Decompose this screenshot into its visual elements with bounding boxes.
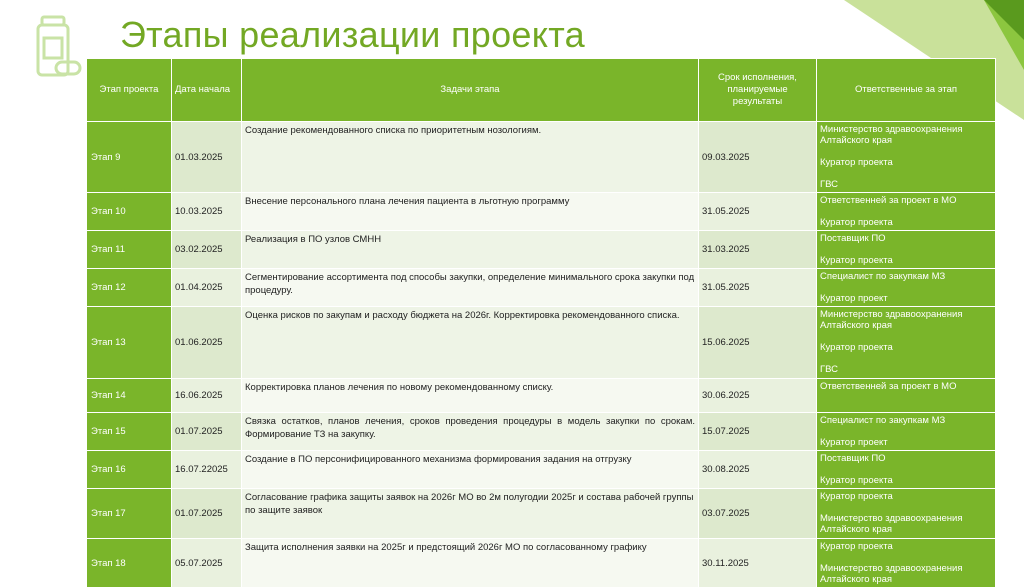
table-row bbox=[87, 193, 996, 231]
cell-stage: Этап 11 bbox=[87, 231, 172, 269]
cell-task: Оценка рисков по закупам и расходу бюджета на 2026г. Корректировка рекомендованного списка. bbox=[242, 307, 699, 379]
cell-stage: Этап 13 bbox=[87, 307, 172, 379]
cell-task: Согласование графика защиты заявок на 2026г МО во 2м полугодии 2025г и состава рабочей группы по защите заявок bbox=[242, 489, 699, 539]
cell-responsible bbox=[817, 451, 996, 489]
responsible-text: Куратор проекта Министерство здравоохранения Алтайского края bbox=[820, 491, 963, 535]
page-title: Этапы реализации проекта bbox=[120, 14, 585, 55]
cell-deadline: 31.03.2025 bbox=[699, 231, 817, 269]
header-tasks: Задачи этапа bbox=[242, 59, 699, 122]
table-row bbox=[87, 379, 996, 413]
responsible-text: Куратор проекта Министерство здравоохранения Алтайского края bbox=[820, 541, 963, 585]
cell-deadline: 03.07.2025 bbox=[699, 489, 817, 539]
cell-start-date: 16.06.2025 bbox=[172, 379, 242, 413]
responsible-text: Поставщик ПО Куратор проекта bbox=[820, 233, 893, 266]
header-deadline: Срок исполнения, планируемые результаты bbox=[699, 59, 817, 122]
responsible-text: Ответственней за проект в МО bbox=[820, 381, 957, 392]
cell-task: Защита исполнения заявки на 2025г и предстоящий 2026г МО по согласованному графику bbox=[242, 539, 699, 588]
cell-task: Корректировка планов лечения по новому рекомендованному списку. bbox=[242, 379, 699, 413]
cell-deadline: 30.06.2025 bbox=[699, 379, 817, 413]
cell-start-date: 01.03.2025 bbox=[172, 122, 242, 193]
cell-stage: Этап 15 bbox=[87, 413, 172, 451]
cell-responsible bbox=[817, 307, 996, 379]
cell-task: Реализация в ПО узлов СМНН bbox=[242, 231, 699, 269]
responsible-text: Специалист по закупкам МЗ Куратор проект bbox=[820, 415, 946, 448]
table-row bbox=[87, 451, 996, 489]
cell-deadline: 30.08.2025 bbox=[699, 451, 817, 489]
cell-responsible bbox=[817, 489, 996, 539]
table-row bbox=[87, 122, 996, 193]
responsible-text: Ответственней за проект в МО Куратор проекта bbox=[820, 195, 957, 228]
cell-responsible bbox=[817, 539, 996, 588]
cell-deadline: 31.05.2025 bbox=[699, 269, 817, 307]
cell-responsible bbox=[817, 379, 996, 413]
cell-task: Создание рекомендованного списка по приоритетным нозологиям. bbox=[242, 122, 699, 193]
cell-responsible bbox=[817, 122, 996, 193]
cell-responsible bbox=[817, 193, 996, 231]
responsible-text: Специалист по закупкам МЗ Куратор проект bbox=[820, 271, 946, 304]
cell-deadline: 15.06.2025 bbox=[699, 307, 817, 379]
cell-deadline: 31.05.2025 bbox=[699, 193, 817, 231]
table-row bbox=[87, 307, 996, 379]
cell-stage: Этап 18 bbox=[87, 539, 172, 588]
cell-start-date: 01.04.2025 bbox=[172, 269, 242, 307]
cell-deadline: 09.03.2025 bbox=[699, 122, 817, 193]
cell-stage: Этап 16 bbox=[87, 451, 172, 489]
cell-stage: Этап 10 bbox=[87, 193, 172, 231]
table-header-row bbox=[87, 59, 996, 122]
cell-task: Создание в ПО персонифицированного механизма формирования задания на отгрузку bbox=[242, 451, 699, 489]
header-stage: Этап проекта bbox=[87, 59, 172, 122]
pill-bottle-icon bbox=[34, 14, 84, 80]
cell-task: Сегментирование ассортимента под способы закупки, определение минимального срока закупки под процедуру. bbox=[242, 269, 699, 307]
table-row bbox=[87, 413, 996, 451]
cell-start-date: 01.07.2025 bbox=[172, 489, 242, 539]
cell-stage: Этап 9 bbox=[87, 122, 172, 193]
cell-start-date: 10.03.2025 bbox=[172, 193, 242, 231]
cell-start-date: 03.02.2025 bbox=[172, 231, 242, 269]
project-stages-table-wrapper bbox=[86, 58, 995, 585]
header-responsible: Ответственные за этап bbox=[817, 59, 996, 122]
table-row bbox=[87, 269, 996, 307]
table-row bbox=[87, 489, 996, 539]
cell-task: Связка остатков, планов лечения, сроков проведения процедуры в модель закупки по срокам. Формирование ТЗ на закупку. bbox=[242, 413, 699, 451]
cell-start-date: 16.07.22025 bbox=[172, 451, 242, 489]
cell-stage: Этап 12 bbox=[87, 269, 172, 307]
table-row bbox=[87, 231, 996, 269]
cell-start-date: 01.07.2025 bbox=[172, 413, 242, 451]
table-row bbox=[87, 539, 996, 588]
cell-responsible bbox=[817, 231, 996, 269]
cell-stage: Этап 17 bbox=[87, 489, 172, 539]
cell-deadline: 30.11.2025 bbox=[699, 539, 817, 588]
cell-task: Внесение персонального плана лечения пациента в льготную программу bbox=[242, 193, 699, 231]
cell-start-date: 01.06.2025 bbox=[172, 307, 242, 379]
cell-start-date: 05.07.2025 bbox=[172, 539, 242, 588]
cell-responsible bbox=[817, 413, 996, 451]
header-start-date: Дата начала bbox=[172, 59, 242, 122]
cell-stage: Этап 14 bbox=[87, 379, 172, 413]
responsible-text: Министерство здравоохранения Алтайского края Куратор проекта ГВС bbox=[820, 309, 963, 375]
project-stages-table bbox=[86, 58, 996, 588]
responsible-text: Министерство здравоохранения Алтайского края Куратор проекта ГВС bbox=[820, 124, 963, 190]
cell-deadline: 15.07.2025 bbox=[699, 413, 817, 451]
cell-responsible bbox=[817, 269, 996, 307]
responsible-text: Поставщик ПО Куратор проекта bbox=[820, 453, 893, 486]
